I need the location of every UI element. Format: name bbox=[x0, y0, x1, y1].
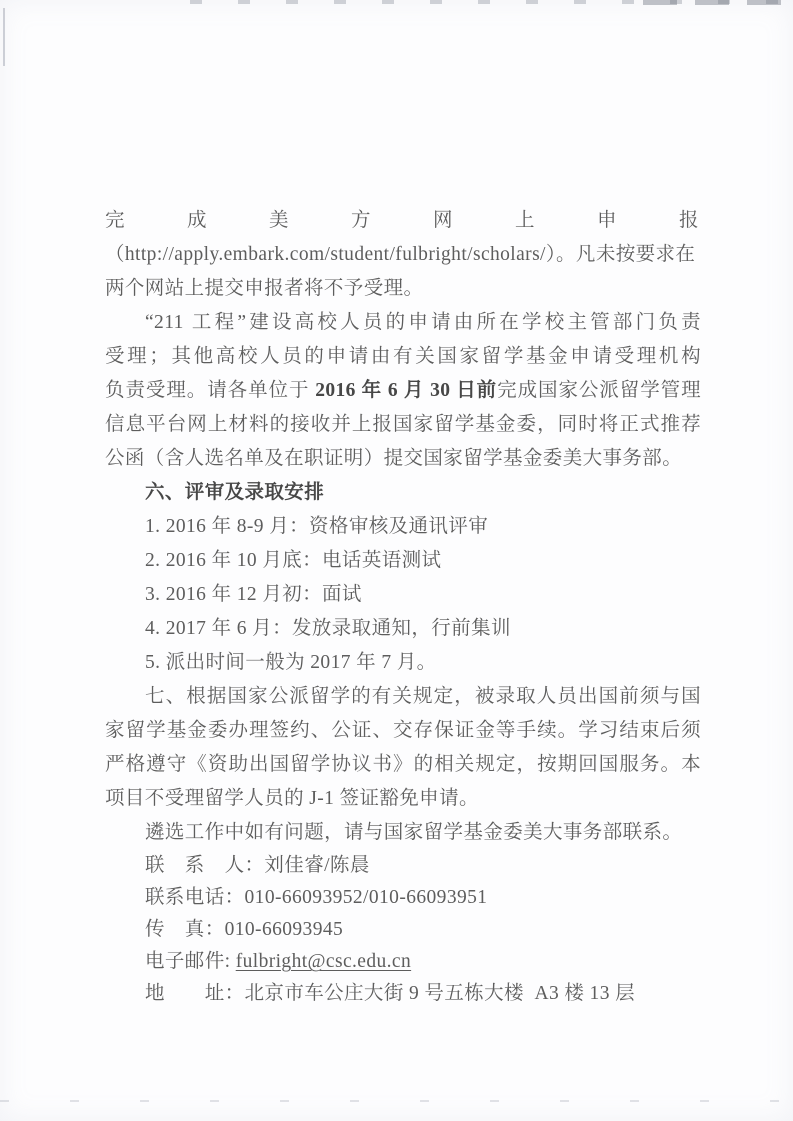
registration-warning-line: 两个网站上提交申报者将不予受理。 bbox=[105, 278, 424, 299]
para-211-line: 信息平台网上材料的接收并上报国家留学基金委，同时将正式推荐 bbox=[105, 414, 701, 435]
para-seven-line: 七、根据国家公派留学的有关规定，被录取人员出国前须与国 bbox=[145, 686, 701, 707]
contact-person-row bbox=[105, 850, 701, 882]
contact-fax-row bbox=[105, 914, 701, 946]
contact-email-row bbox=[105, 946, 701, 978]
scan-artifact-top-right-edge bbox=[643, 0, 793, 5]
schedule-item-4: 4. 2017 年 6 月：发放录取通知，行前集训 bbox=[145, 618, 511, 639]
deadline-pre-text: 负责受理。请各单位于 bbox=[105, 380, 316, 401]
contact-address-value: 北京市车公庄大街 9 号五栋大楼 A3 楼 13 层 bbox=[244, 983, 636, 1004]
continuation-char: 上 bbox=[515, 210, 535, 231]
application-url-line: （http://apply.embark.com/student/fulbright/scholars/）。凡未按要求在 bbox=[105, 244, 696, 265]
continuation-char: 美 bbox=[269, 210, 289, 231]
para-seven-line: 家留学基金委办理签约、公证、交存保证金等手续。学习结束后须 bbox=[105, 720, 701, 741]
contact-address-row bbox=[105, 978, 701, 1010]
para-211-line: “211 工程”建设高校人员的申请由所在学校主管部门负责 bbox=[145, 312, 701, 333]
para-seven-line: 严格遵守《资助出国留学协议书》的相关规定，按期回国服务。本 bbox=[105, 754, 701, 775]
continuation-char: 成 bbox=[187, 210, 207, 231]
continuation-char: 网 bbox=[433, 210, 453, 231]
para-211-line: 公函（含人选名单及在职证明）提交国家留学基金委美大事务部。 bbox=[105, 448, 683, 469]
schedule-item-1: 1. 2016 年 8-9 月：资格审核及通讯评审 bbox=[145, 516, 489, 537]
contact-fax-value: 010-66093945 bbox=[224, 919, 344, 940]
continuation-char: 申 bbox=[597, 210, 617, 231]
schedule-item-3: 3. 2016 年 12 月初：面试 bbox=[145, 584, 362, 605]
contact-phone-value: 010-66093952/010-66093951 bbox=[244, 887, 488, 908]
schedule-item-2: 2. 2016 年 10 月底：电话英语测试 bbox=[145, 550, 442, 571]
contact-note-line: 遴选工作中如有问题，请与国家留学基金委美大事务部联系。 bbox=[145, 822, 683, 843]
deadline-post-text: 完成国家公派留学管理 bbox=[497, 380, 701, 401]
continuation-char: 方 bbox=[351, 210, 371, 231]
contact-phone-label: 联系电话： bbox=[145, 887, 245, 908]
deadline-line bbox=[105, 374, 701, 408]
continuation-char: 完 bbox=[105, 210, 125, 231]
para-211-line: 受理；其他高校人员的申请由有关国家留学基金申请受理机构 bbox=[105, 346, 701, 367]
contact-fax-label: 传 真： bbox=[145, 919, 225, 940]
scan-artifact-left-edge bbox=[3, 8, 5, 66]
section-six-heading: 六、评审及录取安排 bbox=[145, 482, 325, 503]
contact-person-value: 刘佳睿/陈晨 bbox=[264, 855, 370, 876]
para-seven-line: 项目不受理留学人员的 J-1 签证豁免申请。 bbox=[105, 788, 479, 809]
continuation-line bbox=[105, 204, 701, 238]
contact-phone-row bbox=[105, 882, 701, 914]
document-body bbox=[105, 204, 701, 1010]
schedule-item-5: 5. 派出时间一般为 2017 年 7 月。 bbox=[145, 652, 437, 673]
contact-email-label: 电子邮件: bbox=[145, 951, 236, 972]
deadline-date-bold: 2016 年 6 月 30 日前 bbox=[315, 380, 498, 401]
contact-address-label: 地 址： bbox=[145, 983, 245, 1004]
contact-person-label: 联 系 人： bbox=[145, 855, 265, 876]
contact-email-value: fulbright@csc.edu.cn bbox=[235, 951, 412, 972]
continuation-char: 报 bbox=[679, 210, 699, 231]
scan-artifact-top-edge bbox=[190, 0, 793, 4]
scan-artifact-bottom-edge bbox=[0, 1100, 793, 1102]
